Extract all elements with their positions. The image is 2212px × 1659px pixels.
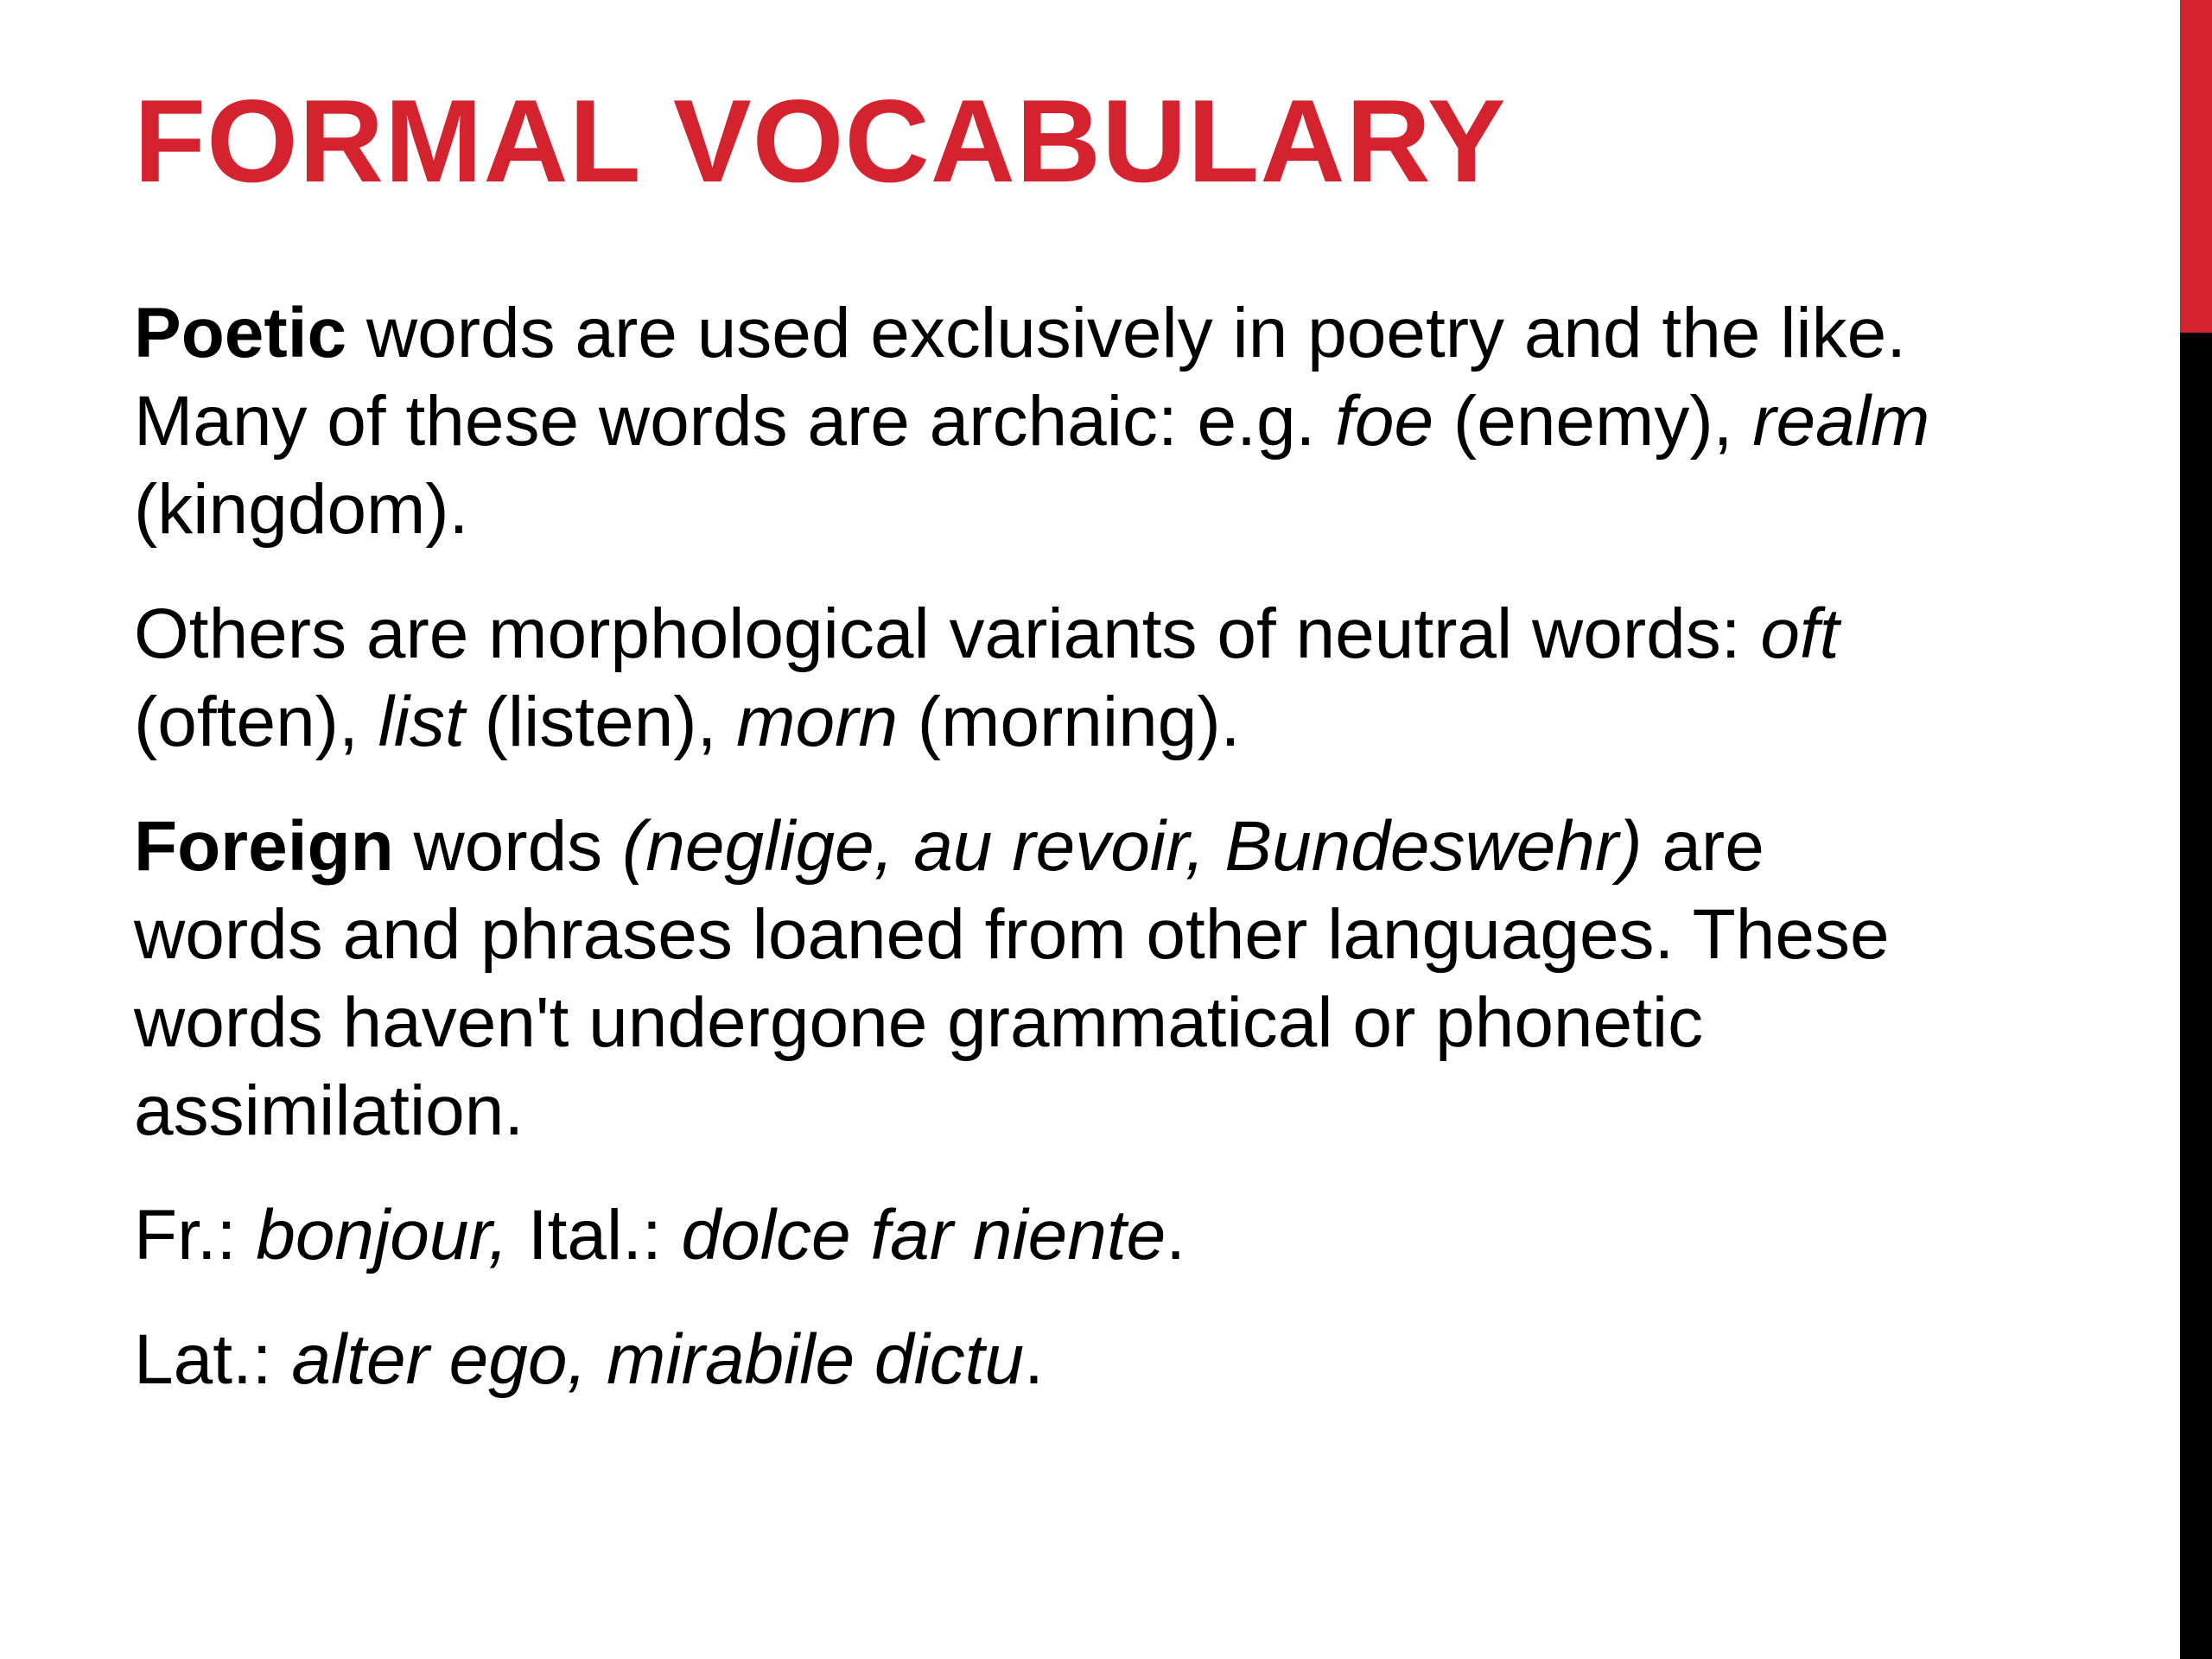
poetic-definition: words are used exclusively in poetry and the like.	[346, 294, 1907, 372]
example-latin-phrases: alter ego, mirabile dictu	[291, 1320, 1025, 1399]
paragraph-variants	[134, 590, 2121, 766]
foreign-definition-line3: words haven't undergone grammatical or phonetic	[134, 983, 1704, 1062]
term-poetic: Poetic	[134, 294, 347, 372]
foreign-definition-line4: assimilation.	[134, 1071, 524, 1150]
example-foe: foe	[1335, 382, 1434, 461]
label-latin: Lat.:	[134, 1320, 292, 1399]
example-list: list	[378, 683, 465, 761]
latin-period: .	[1024, 1320, 1044, 1399]
term-foreign: Foreign	[134, 807, 394, 886]
poetic-archaic-intro: Many of these words are archaic: e.g.	[134, 382, 1336, 461]
gloss-enemy: (enemy),	[1433, 382, 1753, 461]
foreign-are: are	[1642, 807, 1764, 886]
foreign-words-text: words	[393, 807, 622, 886]
paragraph-poetic	[134, 289, 2121, 554]
french-italian-period: .	[1166, 1196, 1186, 1274]
gloss-listen: (listen),	[464, 683, 737, 761]
example-oft: oft	[1760, 594, 1840, 673]
variants-intro: Others are morphological variants of neutral words:	[134, 594, 1761, 673]
example-realm: realm	[1752, 382, 1930, 461]
slide-body	[134, 289, 2121, 1440]
right-edge-accent	[2180, 0, 2212, 333]
paragraph-foreign	[134, 803, 2121, 1155]
paragraph-french-italian	[134, 1192, 2121, 1280]
example-bonjour: bonjour,	[256, 1196, 509, 1274]
gloss-morning: (morning).	[898, 683, 1241, 761]
right-edge-band	[2180, 0, 2212, 1659]
slide-title: FORMAL VOCABULARY	[134, 75, 1507, 207]
gloss-often: (often),	[134, 683, 378, 761]
paragraph-latin	[134, 1316, 2121, 1404]
foreign-definition-line2: words and phrases loaned from other languages. These	[134, 895, 1890, 974]
example-dolce-far-niente: dolce far niente	[681, 1196, 1166, 1274]
example-morn: morn	[736, 683, 898, 761]
foreign-examples: (neglige, au revoir, Bundeswehr)	[621, 807, 1643, 886]
label-italian: Ital.:	[508, 1196, 682, 1274]
label-french: Fr.:	[134, 1196, 257, 1274]
gloss-kingdom: (kingdom).	[134, 470, 469, 549]
